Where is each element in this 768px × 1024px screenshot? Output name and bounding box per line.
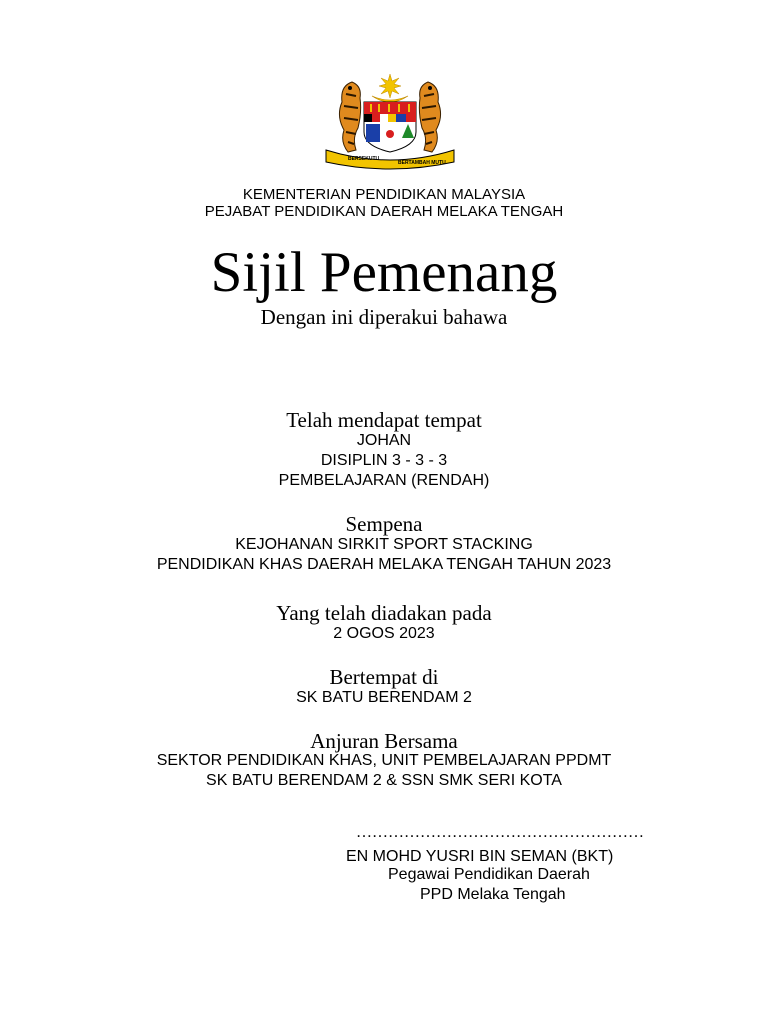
shield <box>364 102 416 152</box>
svg-text:BERTAMBAH MUTU: BERTAMBAH MUTU <box>398 160 446 166</box>
event-line-2: PENDIDIKAN KHAS DAERAH MELAKA TENGAH TAHUN 2023 <box>156 556 612 573</box>
certificate-intro: Dengan ini diperakui bahawa <box>260 305 508 329</box>
svg-text:BERSEKUTU: BERSEKUTU <box>348 156 380 162</box>
signatory-name: EN MOHD YUSRI BIN SEMAN (BKT) <box>346 848 614 865</box>
left-tiger <box>339 82 360 152</box>
date-heading: Yang telah diadakan pada <box>276 601 492 625</box>
coat-of-arms-crest <box>322 72 458 170</box>
coat-of-arms-icon <box>322 72 458 170</box>
right-tiger <box>419 82 440 152</box>
office-name: PEJABAT PENDIDIKAN DAERAH MELAKA TENGAH <box>204 203 564 220</box>
placement-heading: Telah mendapat tempat <box>286 408 482 432</box>
signatory-office: PPD Melaka Tengah <box>420 886 566 903</box>
ministry-name: KEMENTERIAN PENDIDIKAN MALAYSIA <box>242 186 526 203</box>
certificate-title: Sijil Pemenang <box>210 241 558 304</box>
organizer-line-2: SK BATU BERENDAM 2 & SSN SMK SERI KOTA <box>206 772 562 789</box>
discipline-value: DISIPLIN 3 - 3 - 3 <box>320 452 448 469</box>
date-value: 2 OGOS 2023 <box>333 625 435 642</box>
event-heading: Sempena <box>345 512 423 536</box>
signatory-position: Pegawai Pendidikan Daerah <box>388 866 590 883</box>
motto-ribbon <box>326 150 454 169</box>
event-line-1: KEJOHANAN SIRKIT SPORT STACKING <box>235 536 533 553</box>
category-value: PEMBELAJARAN (RENDAH) <box>278 472 490 489</box>
placement-value: JOHAN <box>356 432 412 449</box>
venue-value: SK BATU BERENDAM 2 <box>296 689 472 706</box>
venue-heading: Bertempat di <box>329 665 439 689</box>
organizer-heading: Anjuran Bersama <box>310 729 458 753</box>
signature-line: ……………………………………………… <box>356 824 644 841</box>
organizer-line-1: SEKTOR PENDIDIKAN KHAS, UNIT PEMBELAJARAN PPDMT <box>156 752 612 769</box>
